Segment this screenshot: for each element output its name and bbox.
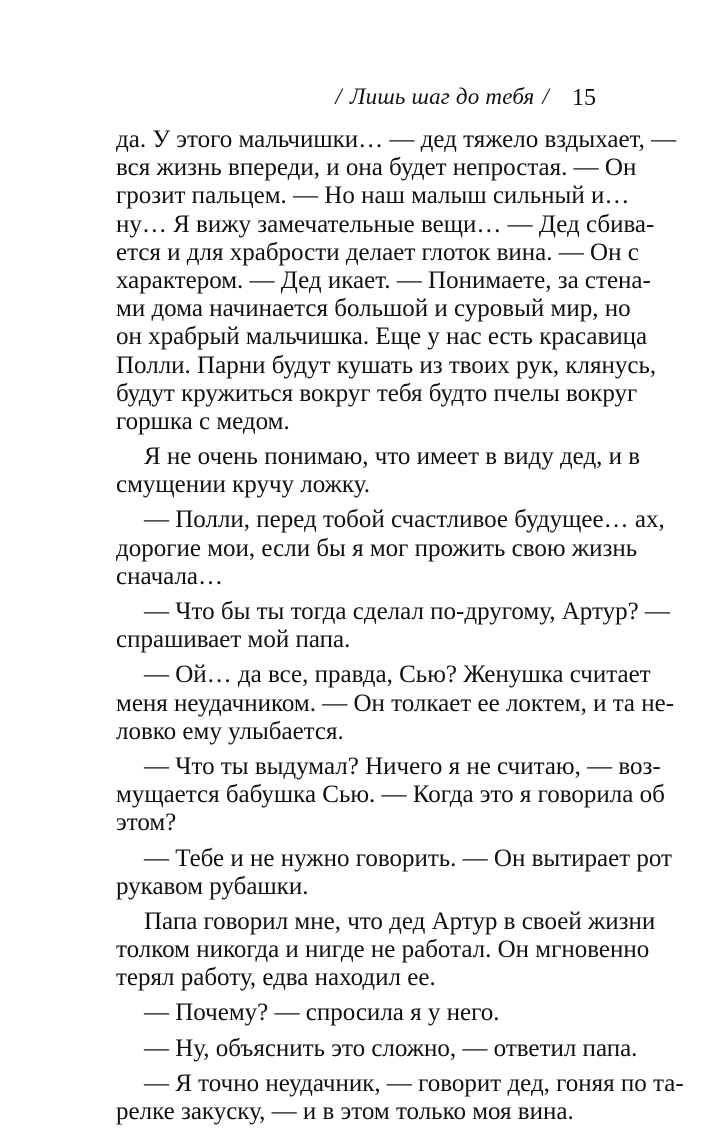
text-line: ется и для храбрости делает глоток вина. — Он с [116,238,639,266]
text-line: — Почему? — спросила я у него. [144,999,500,1027]
text-line: релке закуску, — и в этом только моя вина. [116,1098,574,1125]
paragraph [116,999,608,1027]
paragraph [116,752,665,838]
text-line: сначала… [116,562,224,590]
paragraph [116,1069,684,1126]
page-number: 15 [572,85,596,111]
paragraph [116,1034,638,1063]
text-line: грозит пальцем. — Но наш малыш сильный и… [116,182,630,210]
text-line: смущении кручу ложку. [116,471,370,499]
text-line: — Я точно неудачник, — говорит дед, гоняя по та- [144,1069,684,1097]
paragraph [116,598,670,654]
paragraph [116,126,677,436]
text-line: дорогие мои, если бы я мог прожить свою жизнь [116,534,638,562]
text-line: будут кружиться вокруг тебя будто пчелы вокруг [116,379,638,407]
book-title: Лишь шаг до тебя [349,84,535,109]
text-line: он храбрый мальчишка. Еще у нас есть красавица [116,323,648,351]
text-line: терял работу, едва находил ее. [116,964,436,992]
paragraph [116,907,656,993]
running-title [327,84,557,110]
text-line: ну… Я вижу замечательные вещи… — Дед сбива- [116,210,655,238]
text-line: — Ну, объяснить это сложно, — ответил папа. [144,1034,638,1062]
text-line: горшка с медом. [116,407,290,435]
text-line: — Тебе и не нужно говорить. — Он вытирает рот [144,844,672,872]
text-line: Полли. Парни будут кушать из твоих рук, клянусь, [116,351,657,379]
text-line: вся жизнь впереди, и она будет непростая. — Он [116,154,637,182]
paragraph [116,506,665,591]
separator-left: / [335,84,342,109]
page-header [0,84,723,118]
text-line: ловко ему улыбается. [116,717,344,745]
text-line: спрашивает мой папа. [116,626,351,654]
text-line: — Что бы ты тогда сделал по-другому, Артур? — [144,598,670,625]
text-line: — Ой… да все, правда, Сью? Женушка считает [144,661,651,689]
body-text [116,126,684,1133]
text-line: меня неудачником. — Он толкает ее локтем, и та не- [116,689,675,717]
separator-right: / [542,84,549,109]
text-line: этом? [116,809,177,837]
text-line: — Полли, перед тобой счастливое будущее… ах, [144,506,665,534]
paragraph [116,661,675,746]
text-line: Я не очень понимаю, что имеет в виду дед, и в [144,443,641,471]
text-line: — Что ты выдумал? Ничего я не считаю, — воз- [144,752,661,780]
text-line: рукавом рубашки. [116,872,309,900]
text-line: характером. — Дед икает. — Понимаете, за стена- [116,266,651,294]
text-line: да. У этого мальчишки… — дед тяжело вздыхает, — [116,126,677,153]
paragraph [116,844,672,901]
text-line: ми дома начинается большой и суровый мир, но [116,295,631,323]
text-line: Папа говорил мне, что дед Артур в своей жизни [144,907,656,935]
text-line: толком никогда и нигде не работал. Он мгновенно [116,936,650,964]
text-line: мущается бабушка Сью. — Когда это я говорила об [116,781,665,809]
paragraph [116,443,641,499]
